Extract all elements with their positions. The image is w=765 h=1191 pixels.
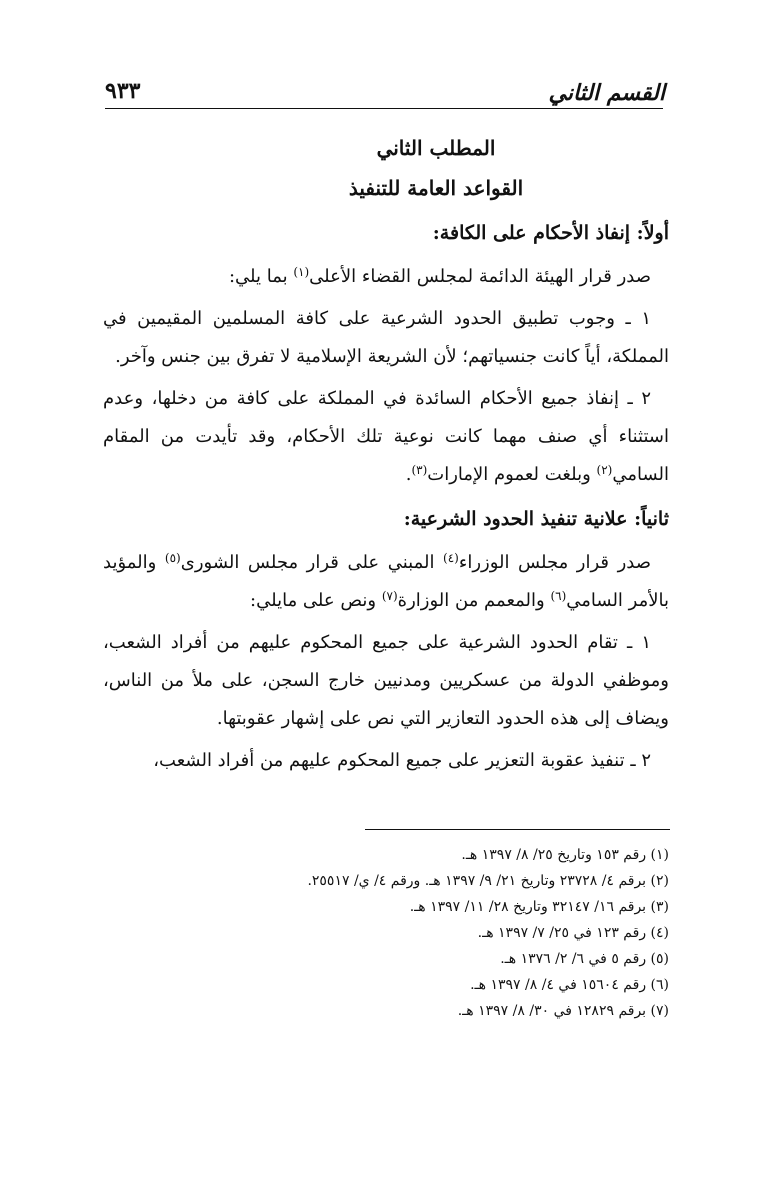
intro-text: والمعمم من الوزارة [397,590,551,611]
footnote-4: (٤) رقم ١٢٣ في ٢٥/ ٧/ ١٣٩٧ هـ. [477,925,669,941]
footnote-ref-2: (٢) [596,463,613,477]
intro-text: صدر قرار الهيئة الدائمة لمجلس القضاء الأعلى [309,266,651,287]
page-number: ٩٣٣ [105,78,141,104]
list-item: ٢ ـ تنفيذ عقوبة التعزير على جميع المحكوم عليهم من أفراد الشعب، [153,750,651,771]
intro-paragraph-first [103,258,669,296]
footnotes [103,842,669,1024]
list-item [103,380,669,494]
footnote-6: (٦) رقم ١٥٦٠٤ في ٤/ ٨/ ١٣٩٧ هـ. [470,977,669,993]
section-heading-first: أولاً: إنفاذ الأحكام على الكافة: [432,222,669,244]
chapter-title: المطلب الثاني [376,136,496,160]
intro-text: ونص على مايلي: [250,590,382,611]
list-item: ١ ـ وجوب تطبيق الحدود الشرعية على كافة المسلمين المقيمين في المملكة، أياً كانت جنسياتهم؛ لأن الشريعة الإسلامية لا تفرق بين جنس وآخر. [103,308,669,367]
footnote-separator [365,829,670,830]
item-text: ٢ ـ إنفاذ جميع الأحكام السائدة في المملكة على كافة من دخلها، وعدم استثناء أي صنف مهما كانت نوعية تلك الأحكام، وقد تأيدت من المقام السامي [103,388,669,485]
footnote-ref-3: (٣) [411,463,428,477]
chapter-subtitle: القواعد العامة للتنفيذ [348,176,524,200]
footnote-1: (١) رقم ١٥٣ وتاريخ ٢٥/ ٨/ ١٣٩٧ هـ. [461,847,669,863]
main-text [103,128,669,784]
running-header [105,72,665,112]
intro-text: والمؤيد بالأمر السامي [103,552,669,611]
footnote-3: (٣) برقم ١٦/ ٣٢١٤٧ وتاريخ ٢٨/ ١١/ ١٣٩٧ هـ. [409,899,669,915]
footnote-ref-4: (٤) [443,551,459,565]
intro-paragraph-second [103,544,669,620]
section-heading-second: ثانياً: علانية تنفيذ الحدود الشرعية: [403,508,669,530]
section-name: القسم الثاني [548,80,665,106]
footnote-7: (٧) برقم ١٢٨٢٩ في ٣٠/ ٨/ ١٣٩٧ هـ. [457,1003,669,1019]
intro-text: صدر قرار مجلس الوزراء [458,552,652,573]
item-text: . [405,464,412,485]
item-text: وبلغت لعموم الإمارات [427,464,597,485]
intro-text: بما يلي: [228,266,294,287]
footnote-5: (٥) رقم ٥ في ٦/ ٢/ ١٣٧٦ هـ. [500,951,669,967]
header-rule [105,108,663,109]
intro-text: المبني على قرار مجلس الشورى [180,552,444,573]
footnote-ref-7: (٧) [381,589,398,603]
footnote-ref-5: (٥) [164,551,181,565]
list-item: ١ ـ تقام الحدود الشرعية على جميع المحكوم عليهم من أفراد الشعب، وموظفي الدولة من عسكريين ومدنيين خارج السجن، على ملأ من الناس، ويضاف إلى هذه الحدود التعازير التي نص على إشهار عقوبتها. [103,632,669,729]
footnote-2: (٢) برقم ٤/ ٢٣٧٢٨ وتاريخ ٢١/ ٩/ ١٣٩٧ هـ. ورقم ٤/ ي/ ٢٥٥١٧. [307,873,669,889]
footnote-ref-1: (١) [293,265,310,279]
footnote-ref-6: (٦) [550,589,567,603]
